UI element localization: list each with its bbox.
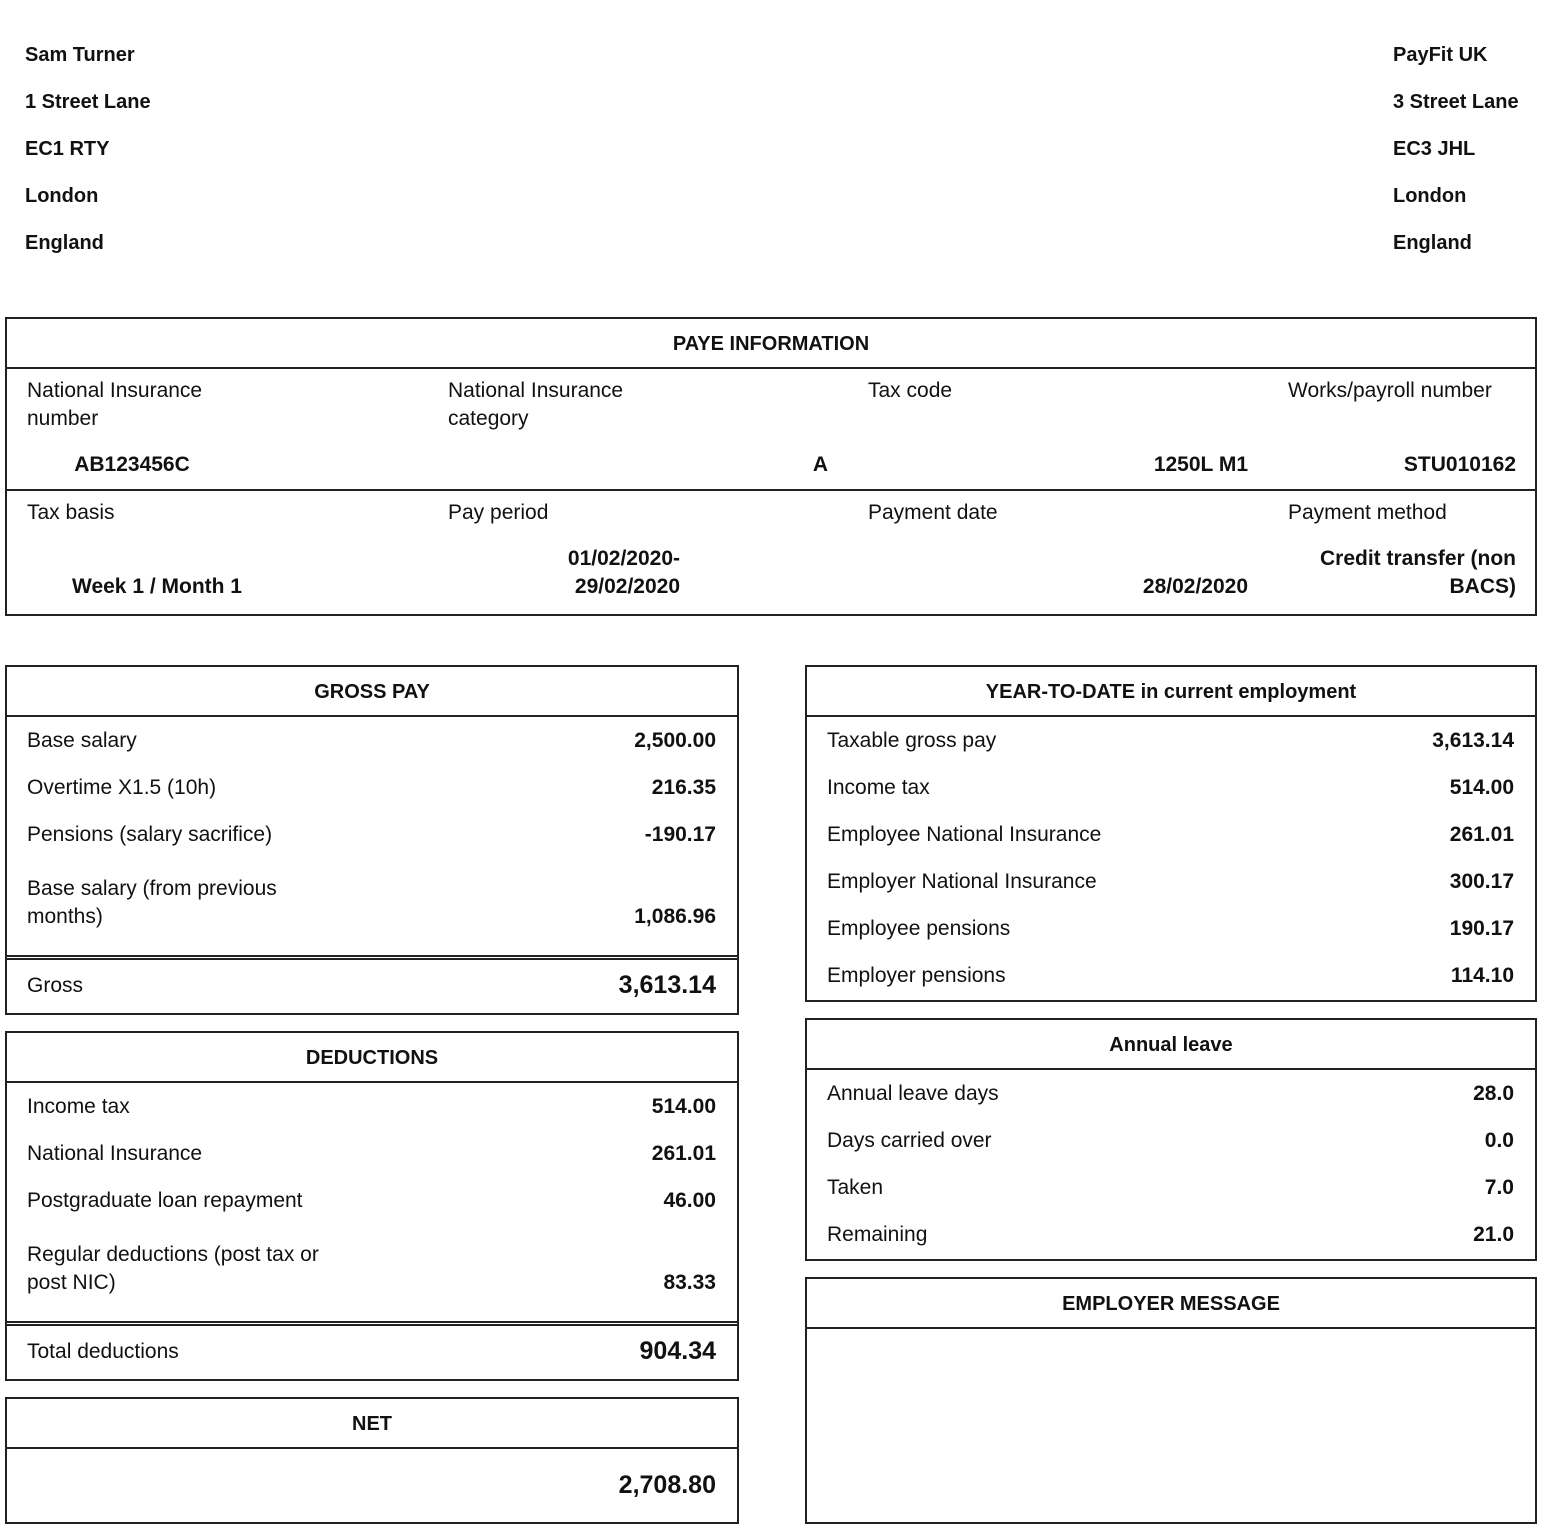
ytd-item — [807, 811, 1535, 858]
paye-row-2 — [7, 491, 1535, 613]
deduction-item — [7, 1083, 737, 1130]
gross-total-label: Gross — [27, 973, 84, 997]
gross-item-label-line1: Base salary (from previous — [27, 877, 277, 900]
net-row — [7, 1449, 737, 1522]
gross-pay-title: GROSS PAY — [7, 667, 737, 717]
payroll-number-label: Works/payroll number — [1288, 379, 1492, 402]
net-value: 2,708.80 — [618, 1471, 716, 1499]
ytd-item-value: 3,613.14 — [1432, 728, 1514, 752]
deduction-item-label — [27, 1241, 319, 1297]
leave-item-value: 21.0 — [1473, 1222, 1514, 1246]
ni-number-cell — [7, 369, 427, 489]
leave-item — [807, 1070, 1535, 1117]
tax-code-value: 1250L M1 — [1153, 453, 1248, 476]
deduction-item — [7, 1177, 737, 1224]
leave-item-value: 7.0 — [1484, 1175, 1514, 1199]
pay-period-cell — [428, 491, 848, 611]
gross-item-label: Pensions (salary sacrifice) — [27, 822, 273, 846]
ytd-item — [807, 717, 1535, 764]
payroll-number-value: STU010162 — [1403, 453, 1516, 476]
deduction-item-label: Income tax — [27, 1094, 130, 1118]
gross-total-row — [7, 958, 737, 1013]
pay-period-start: 01/02/2020- — [567, 547, 680, 570]
leave-item-label: Days carried over — [827, 1128, 992, 1152]
leave-item-value: 0.0 — [1484, 1128, 1514, 1152]
deduction-item-label: Postgraduate loan repayment — [27, 1188, 303, 1212]
gross-item — [7, 811, 737, 858]
leave-item-label: Annual leave days — [827, 1081, 999, 1105]
ytd-item-value: 514.00 — [1449, 775, 1514, 799]
payment-date-label: Payment date — [868, 501, 998, 524]
ytd-item — [807, 952, 1535, 999]
payment-method-line1: Credit transfer (non — [1319, 547, 1516, 570]
employee-country: England — [25, 232, 104, 254]
annual-leave-title: Annual leave — [807, 1020, 1535, 1070]
leave-item — [807, 1117, 1535, 1164]
employer-message-title: EMPLOYER MESSAGE — [807, 1279, 1535, 1329]
employee-street: 1 Street Lane — [25, 91, 151, 113]
pay-period-value — [480, 545, 680, 601]
ytd-item-label: Taxable gross pay — [827, 728, 997, 752]
deductions-total-label: Total deductions — [27, 1339, 179, 1363]
employee-city: London — [25, 185, 99, 207]
deduction-item-label: National Insurance — [27, 1141, 203, 1165]
ni-number-value: AB123456C — [74, 453, 190, 476]
leave-item-label: Remaining — [827, 1222, 928, 1246]
gross-item-label: Base salary — [27, 728, 137, 752]
ytd-item-value: 190.17 — [1449, 916, 1514, 940]
deductions-total-value: 904.34 — [639, 1337, 716, 1365]
ytd-item-label: Income tax — [827, 775, 930, 799]
ytd-item — [807, 764, 1535, 811]
ytd-item-label: Employee National Insurance — [827, 822, 1102, 846]
employer-message-section — [805, 1277, 1537, 1524]
gross-item — [7, 717, 737, 764]
employer-address — [1393, 40, 1519, 275]
ytd-item-value: 261.01 — [1449, 822, 1514, 846]
payment-method-line2: BACS) — [1449, 575, 1516, 598]
ni-category-cell — [428, 369, 848, 489]
employee-address — [25, 40, 151, 275]
tax-code-cell — [848, 369, 1268, 489]
payment-method-cell — [1268, 491, 1537, 611]
leave-item-value: 28.0 — [1473, 1081, 1514, 1105]
gross-item-value: 2,500.00 — [634, 728, 716, 752]
employee-name: Sam Turner — [25, 44, 135, 66]
gross-item-value: 1,086.96 — [634, 905, 716, 928]
ytd-item-label: Employee pensions — [827, 916, 1011, 940]
employer-street: 3 Street Lane — [1393, 91, 1519, 113]
annual-leave-section — [805, 1018, 1537, 1261]
ytd-item-label: Employer National Insurance — [827, 869, 1097, 893]
ytd-item — [807, 858, 1535, 905]
leave-item-label: Taken — [827, 1175, 884, 1199]
employee-postcode: EC1 RTY — [25, 138, 110, 160]
gross-item-label: Overtime X1.5 (10h) — [27, 775, 217, 799]
deduction-item-value: 261.01 — [651, 1141, 716, 1165]
gross-pay-section — [5, 665, 739, 1015]
pay-period-end: 29/02/2020 — [574, 575, 680, 598]
tax-basis-label: Tax basis — [27, 501, 115, 524]
ytd-item-value: 114.10 — [1450, 963, 1514, 987]
paye-title: PAYE INFORMATION — [7, 319, 1535, 369]
gross-item — [7, 858, 737, 931]
deduction-item-label-line1: Regular deductions (post tax or — [27, 1243, 319, 1266]
year-to-date-section — [805, 665, 1537, 1002]
deduction-item — [7, 1224, 737, 1297]
deduction-item — [7, 1130, 737, 1177]
gross-item-value: -190.17 — [644, 822, 716, 846]
payment-method-label: Payment method — [1288, 501, 1447, 524]
deductions-section — [5, 1031, 739, 1381]
employer-name: PayFit UK — [1393, 44, 1488, 66]
employer-country: England — [1393, 232, 1472, 254]
gross-item — [7, 764, 737, 811]
deductions-title: DEDUCTIONS — [7, 1033, 737, 1083]
paye-information-section — [5, 317, 1537, 616]
payment-date-value: 28/02/2020 — [1142, 575, 1248, 598]
payment-date-cell — [848, 491, 1268, 611]
deductions-total-row — [7, 1324, 737, 1379]
gross-item-value: 216.35 — [651, 775, 716, 799]
ytd-item — [807, 905, 1535, 952]
tax-code-label: Tax code — [868, 379, 953, 402]
net-title: NET — [7, 1399, 737, 1449]
net-section — [5, 1397, 739, 1524]
deduction-item-value: 514.00 — [651, 1094, 716, 1118]
tax-basis-cell — [7, 491, 427, 611]
ni-category-label: National Insurance category — [448, 379, 624, 430]
deduction-item-value: 46.00 — [663, 1188, 716, 1212]
deduction-item-label-line2: post NIC) — [27, 1271, 116, 1294]
payment-method-value — [1286, 545, 1516, 601]
gross-total-value: 3,613.14 — [618, 971, 716, 999]
ni-number-label: National Insurance number — [27, 379, 203, 430]
payroll-number-cell — [1268, 369, 1537, 489]
pay-period-label: Pay period — [448, 501, 549, 524]
ytd-item-value: 300.17 — [1449, 869, 1514, 893]
employer-postcode: EC3 JHL — [1393, 138, 1476, 160]
gross-item-label-line2: months) — [27, 905, 103, 928]
tax-basis-value: Week 1 / Month 1 — [72, 575, 242, 598]
leave-item — [807, 1211, 1535, 1258]
ytd-item-label: Employer pensions — [827, 963, 1006, 987]
deduction-item-value: 83.33 — [663, 1271, 716, 1294]
paye-row-1 — [7, 369, 1535, 491]
leave-item — [807, 1164, 1535, 1211]
gross-item-label — [27, 875, 277, 931]
ytd-title: YEAR-TO-DATE in current employment — [807, 667, 1535, 717]
ni-category-value: A — [812, 453, 828, 476]
employer-city: London — [1393, 185, 1467, 207]
